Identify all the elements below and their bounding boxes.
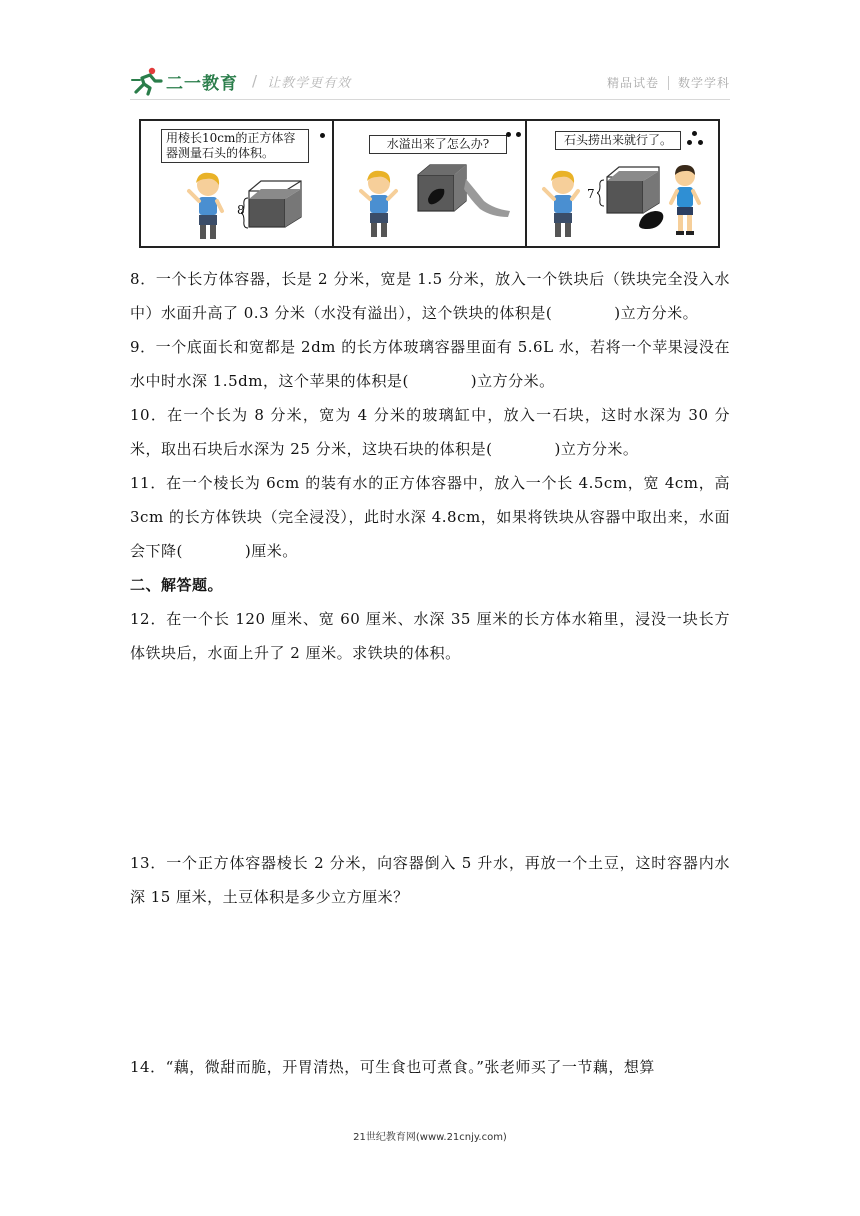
page-header — [130, 62, 730, 102]
page-footer: 21世纪教育网(www.21cnjy.com) — [353, 1132, 507, 1143]
question-14: 14．“藕，微甜而脆，开胃清热，可生食也可煮食。”张老师买了一节藕，想算 — [130, 1058, 655, 1076]
question-10: 10．在一个长为 8 分米，宽为 4 分米的玻璃缸中，放入一石块，这时水深为 30 分米，取出石块后水深为 25 分米，这块石块的体积是( )立方分米。 — [130, 406, 730, 458]
logo — [130, 66, 351, 96]
logo-slogan: 让教学更有效 — [267, 75, 352, 91]
panel-number-dot — [692, 131, 697, 136]
water-depth-label: 8 — [237, 203, 245, 217]
panel-number-dot — [320, 133, 325, 138]
comic-panel-1 — [141, 121, 334, 246]
logo-text: 二一教育 — [166, 73, 238, 94]
question-11: 11．在一个棱长为 6cm 的装有水的正方体容器中，放入一个长 4.5cm，宽 4cm，高 3cm 的长方体铁块（完全浸没），此时水深 4.8cm，如果将铁块从容器中取出来，水面会下降( )厘米。 — [130, 474, 730, 560]
panel-number-dot — [516, 132, 521, 137]
cube-container-icon — [245, 175, 307, 231]
header-label-subject: 数学学科 — [677, 76, 730, 90]
boy-icon — [186, 171, 226, 241]
question-8: 8．一个长方体容器，长是 2 分米，宽是 1.5 分米，放入一个铁块后（铁块完全没入水中）水面升高了 0.3 分米（水没有溢出），这个铁块的体积是( )立方分米。 — [130, 270, 730, 322]
questions-block-3 — [130, 1050, 730, 1084]
header-separator — [668, 76, 669, 90]
header-label-papers: 精品试卷 — [606, 76, 659, 90]
girl-icon — [667, 163, 703, 237]
comic-panel-3 — [527, 121, 718, 246]
speech-bubble: 用棱长10cm的正方体容器测量石头的体积。 — [161, 129, 309, 163]
question-12: 12．在一个长 120 厘米、宽 60 厘米、水深 35 厘米的长方体水箱里，浸没一块长方体铁块后，水面上升了 2 厘米。求铁块的体积。 — [130, 610, 730, 662]
panel-number-dot — [687, 140, 692, 145]
boy-icon — [359, 169, 399, 239]
logo-divider: / — [252, 72, 258, 90]
section-heading: 二、解答题。 — [130, 576, 224, 594]
comic-strip — [139, 119, 720, 248]
panel-number-dot — [698, 140, 703, 145]
speech-bubble: 石头捞出来就行了。 — [555, 131, 681, 150]
question-13: 13．一个正方体容器棱长 2 分米，向容器倒入 5 升水，再放一个土豆，这时容器内水深 15 厘米，土豆体积是多少立方厘米？ — [130, 854, 730, 906]
stone-icon — [637, 207, 667, 231]
panel-number-dot — [506, 132, 511, 137]
comic-panel-2 — [334, 121, 527, 246]
boy-icon — [541, 169, 581, 239]
questions-block — [130, 262, 730, 670]
overflowing-cube-icon — [414, 161, 514, 231]
questions-block-2 — [130, 846, 730, 914]
header-rule — [130, 99, 730, 100]
brace-icon — [241, 197, 249, 229]
question-9: 9．一个底面长和宽都是 2dm 的长方体玻璃容器里面有 5.6L 水，若将一个苹果浸没在水中时水深 1.5dm，这个苹果的体积是( )立方分米。 — [130, 338, 730, 390]
water-depth-label: 7 — [587, 187, 595, 201]
runner-logo-icon — [130, 66, 164, 96]
header-subject — [607, 74, 730, 91]
speech-bubble: 水溢出来了怎么办? — [369, 135, 507, 154]
